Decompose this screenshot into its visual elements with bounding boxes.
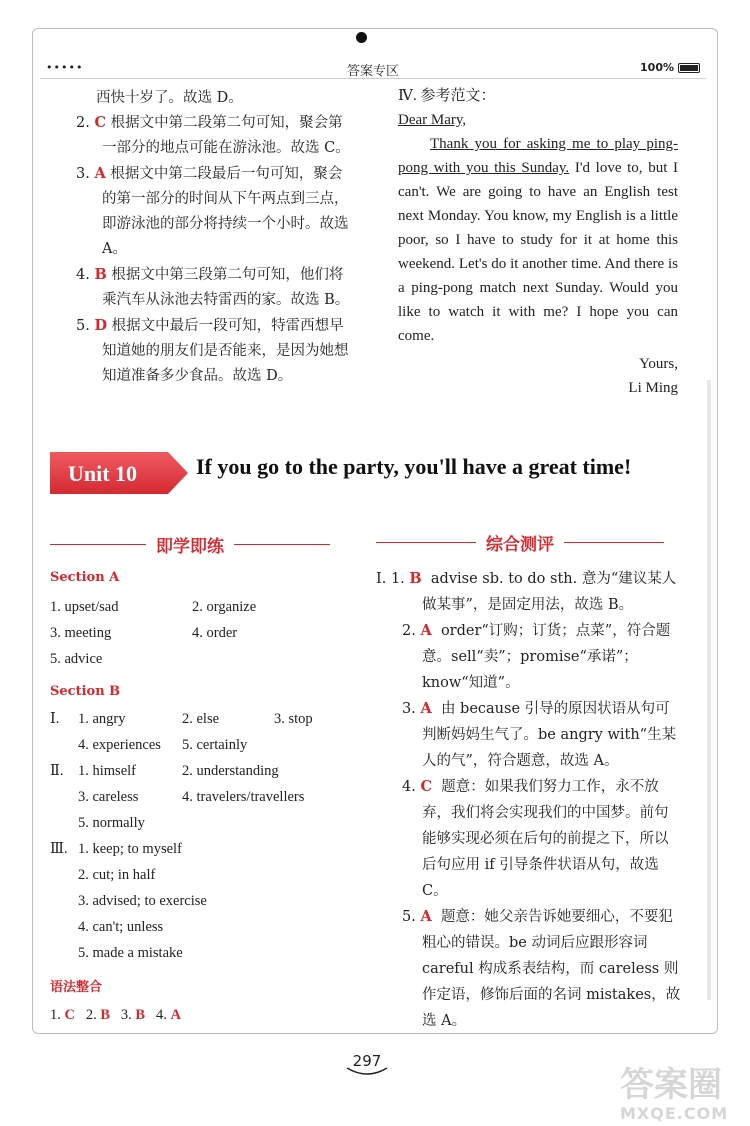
grammar-answers: 1. C 2. B 3. B 4. A [50,1007,181,1023]
explanation-item: 5. D 根据文中最后一段可知，特雷西想早知道她的朋友们是否能来，是因为她想知道准备多少食品。故选 D。 [76,317,349,384]
section-b-label: Section B [50,684,121,699]
letter-body-underlined: Thank you for asking me to play ping-pong with you this Sunday. [398,136,678,176]
status-bar [40,60,706,78]
letter-salutation: Dear Mary, [398,112,467,128]
test-answers [376,566,682,1034]
heading-text: 即学即练 [156,537,224,557]
explanation-item: 3. A 根据文中第二段最后一句可知，聚会的第一部分的时间从下午两点到三点，即游泳池的部分将持续一个小时。故选 A。 [76,165,349,257]
answer-explanations [76,110,354,389]
heading-rule [50,544,146,545]
letter-heading: Ⅳ. 参考范文： [398,88,496,104]
section-b-answers: Ⅰ. 1. angry 2. else 3. stop 4. experiences 5. certainly Ⅱ. 1. himself 2. understanding 3. careless 4. travelers/travellers 5. normally Ⅲ. 1. keep; to myself 2. cut; in half 3. advised; to exercise 4. can't; unless 5. made a mistake [50,711,313,961]
prev-answer-intro: 西快十岁了。故选 D。 [96,90,243,106]
unit-label: Unit 10 [68,461,138,486]
section-a-label: Section A [50,570,120,585]
letter-body [398,132,678,348]
test-item: 3. A 由 because 引导的原因状语从句可判断妈妈生气了。be angry with“生某人的气”，符合题意，故选 A。 [402,700,677,769]
section-heading-right [376,530,680,555]
battery-indicator [640,61,700,74]
status-divider [40,78,706,79]
heading-rule [376,542,476,543]
section-a-answers: 1. upset/sad 2. organize 3. meeting 4. order 5. advice [50,599,257,667]
test-item: Ⅰ. 1. B advise sb. to do sth. 意为“建议某人做某事”，是固定用法，故选 B。 [376,570,677,613]
letter-signature: Li Ming [628,380,678,396]
camera-icon [356,32,367,43]
sample-letter [398,84,678,400]
page-edge [707,380,711,1000]
heading-text: 综合测评 [486,535,554,555]
heading-rule [564,542,664,543]
letter-closing: Yours, [639,356,678,372]
watermark-logo: 答案圈 [620,1065,722,1105]
prev-answers [96,86,352,111]
heading-rule [234,544,330,545]
watermark [620,1066,740,1122]
page-number [345,1046,389,1076]
status-title: 答案专区 [346,64,399,79]
section-heading-left [50,532,350,557]
battery-text: 100% [640,61,674,74]
signal-icon: ••••• [46,61,84,74]
watermark-url: MXQE.COM [620,1104,729,1123]
page-number-text: 297 [352,1052,382,1070]
explanation-item: 2. C 根据文中第二段第二句可知，聚会第一部分的地点可能在游泳池。故选 C。 [76,114,350,156]
test-item: 2. A order“订购；订货；点菜”，符合题意。sell“卖”；promise“承诺”；know“知道”。 [402,622,671,691]
test-item: 4. C 题意：如果我们努力工作，永不放弃，我们将会实现我们的中国梦。前句能够实现必须在后句的前提之下，所以后句应用 if 引导条件状语从句，故选 C。 [402,778,669,899]
explanation-item: 4. B 根据文中第三段第二句可知，他们将乘汽车从泳池去特雷西的家。故选 B。 [76,266,350,308]
grammar-label: 语法整合 [50,980,103,995]
battery-icon [678,63,700,73]
letter-body-rest: I'd love to, but I can't. We are going to have an English test next Monday. You know, my English is a little poor, so I have to study for it at home this weekend. Let's do it another time. And there is a ping-pong match next Sunday. Would you like to watch it with me? I hope you can come. [398,160,678,344]
test-item: 5. A 题意：她父亲告诉她要细心，不要犯粗心的错误。be 动词后应跟形容词 careful 构成系表结构，而 careless 则作定语，修饰后面的名词 mistakes，故选 A。 [402,908,681,1029]
unit-banner [50,452,190,494]
unit-title: If you go to the party, you'll have a great time! [196,454,632,479]
